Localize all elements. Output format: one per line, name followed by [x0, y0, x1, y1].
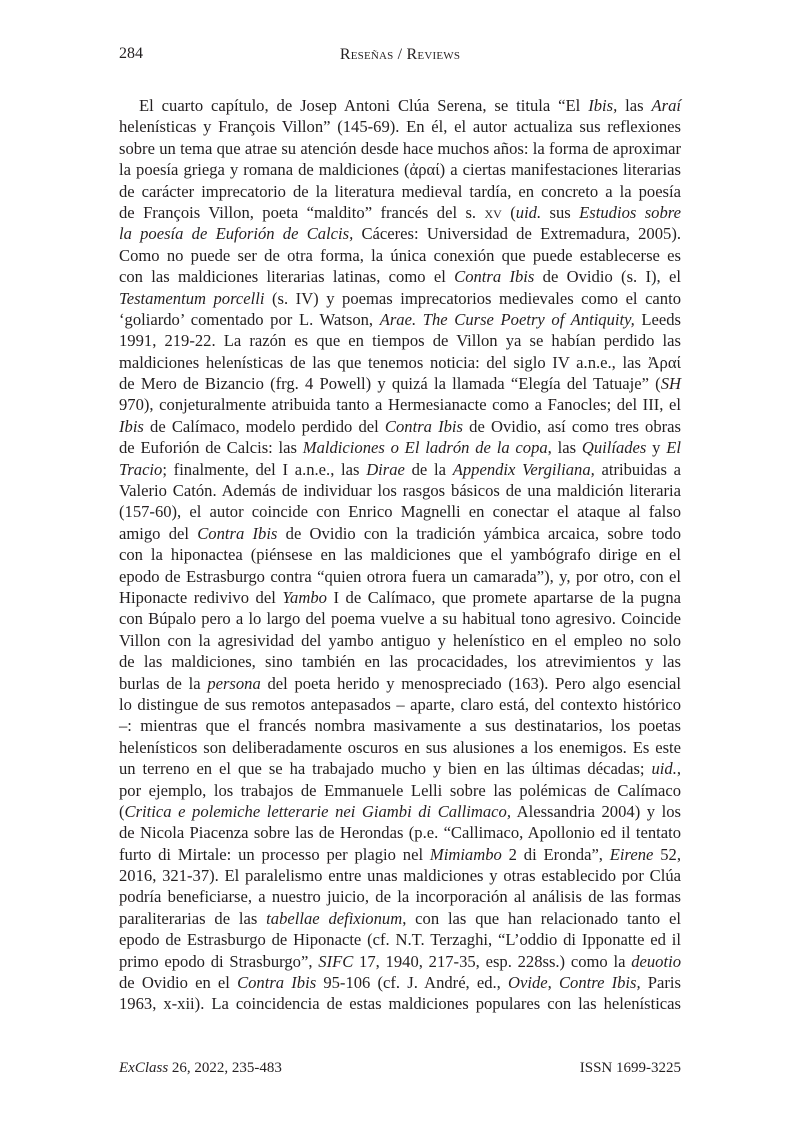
text-run: de Ovidio, así como tres obras	[463, 416, 681, 436]
text-run: por ejemplo, los trabajos de Emmanuele Lelli sobre las polémicas de Calímaco	[119, 780, 681, 800]
journal-volume: 26, 2022, 235-483	[168, 1060, 282, 1076]
text-line	[119, 801, 681, 822]
text-line	[119, 673, 681, 694]
italic-text: Estudios sobre	[579, 202, 681, 222]
text-line	[119, 608, 681, 629]
text-line	[119, 95, 681, 116]
text-run: 1991, 219-22. La razón es que en tiempos de Villon ya se habían perdido las	[119, 331, 681, 351]
text-line	[119, 822, 681, 843]
text-run: 52,	[653, 844, 682, 864]
italic-text: SIFC	[318, 951, 354, 971]
italic-text: Appendix Vergiliana,	[452, 459, 595, 479]
text-line	[119, 437, 681, 458]
text-run: El cuarto capítulo, de Josep Antoni Clúa Serena, se titula “El	[139, 96, 589, 115]
text-run: de François Villon, poeta “maldito” francés del s.	[119, 202, 485, 222]
italic-text: Dirae	[366, 459, 405, 479]
text-run: maldiciones helenísticas de las que tenemos noticia: del siglo IV a.n.e., las Ἀραί	[119, 352, 681, 372]
italic-text: Mimiambo	[429, 844, 502, 864]
text-line	[119, 523, 681, 544]
italic-text: persona	[207, 673, 261, 693]
journal-name: ExClass	[119, 1060, 169, 1076]
text-run: atribuidas a	[594, 459, 682, 479]
text-run: amigo del	[119, 523, 198, 543]
text-run: helenísticas y François Villon” (145-69). En él, el autor actualiza sus reflexiones	[119, 117, 681, 137]
text-run: sobre un tema que atrae su atención desde hace muchos años: la forma de aproximar	[119, 138, 681, 158]
text-line	[119, 758, 681, 779]
text-run: la poesía griega y romana de maldiciones (ἀραί) a ciertas manifestaciones literarias	[119, 160, 681, 180]
text-line	[119, 929, 681, 950]
text-line	[119, 630, 681, 651]
text-line	[119, 544, 681, 565]
text-line	[119, 459, 681, 480]
text-run: lo distingue de sus remotos antepasados – aparte, claro está, del contexto histórico	[119, 694, 681, 714]
italic-text: tabellae defixionum	[266, 908, 403, 928]
italic-text: Ibis	[119, 416, 144, 436]
text-run: 95-106 (cf. J. André, ed.,	[316, 973, 508, 993]
text-line	[119, 416, 681, 437]
text-run: Valerio Catón. Además de individuar los rasgos básicos de una maldición literaria	[119, 481, 681, 501]
text-line	[119, 737, 681, 758]
running-title: Reseñas / Reviews	[339, 46, 461, 63]
text-run: de Mero de Bizancio (frg. 4 Powell) y quizá la llamada “Elegía del Tatuaje” (	[119, 374, 661, 394]
text-run: (	[501, 202, 516, 222]
text-run: Paris	[640, 973, 681, 993]
text-run: burlas de la	[119, 673, 208, 693]
italic-text: Arae. The Curse Poetry of Antiquity,	[379, 309, 635, 329]
issn: ISSN 1699-3225	[579, 1060, 681, 1076]
italic-text: SH	[660, 374, 681, 394]
italic-text: Eirene	[609, 844, 654, 864]
text-run: y	[646, 438, 667, 458]
italic-text: Maldiciones o El ladrón de la copa	[302, 438, 548, 458]
text-run: un terreno en el que se ha trabajado mucho y bien en las últimas décadas;	[119, 759, 652, 779]
text-run: las	[617, 96, 652, 115]
text-line	[119, 181, 681, 202]
text-run: I de Calímaco, que promete apartarse de la pugna	[326, 587, 681, 607]
italic-text: Critica e polemiche letterarie nei Giambi di Callimaco,	[124, 801, 511, 821]
text-run: primo epodo di Strasburgo”,	[119, 951, 319, 971]
text-run: Leeds	[634, 309, 681, 329]
text-run: del poeta herido y menospreciado (163). Pero algo esencial	[260, 673, 681, 693]
page-number: 284	[119, 45, 143, 62]
text-line	[119, 501, 681, 522]
text-line	[119, 715, 681, 736]
text-run: (157-60), el autor coincide con Enrico Magnelli en conectar el ataque al falso	[119, 502, 681, 522]
text-line	[119, 972, 681, 993]
text-run: epodo de Estrasburgo contra “quien otrora fuera un camarada”), y, por otro, con el	[119, 566, 681, 586]
italic-text: Quilíades	[581, 438, 647, 458]
text-line	[119, 159, 681, 180]
text-line	[119, 694, 681, 715]
text-line	[119, 288, 681, 309]
italic-text: Tracio	[119, 459, 163, 479]
italic-text: deuotio	[631, 951, 681, 971]
text-line	[119, 951, 681, 972]
text-run: Villon con la agresividad del yambo antiguo y helenístico en el empleo no solo	[119, 630, 681, 650]
text-run: (	[119, 801, 125, 821]
text-line	[119, 480, 681, 501]
italic-text: Ovide	[508, 973, 548, 993]
text-run: de Euforión de Calcis: las	[119, 438, 303, 458]
text-run: helenísticos son deliberadamente oscuros en sus alusiones a los enemigos. Es este	[119, 737, 681, 757]
text-line	[119, 352, 681, 373]
text-run: 2 di Eronda”,	[501, 844, 610, 864]
italic-text: uid.	[651, 759, 677, 779]
italic-text: Yambo	[282, 587, 327, 607]
text-run: de Ovidio en el	[119, 973, 238, 993]
text-run: de carácter imprecatorio de la literatura medieval tardía, en concreto a la poesía	[119, 181, 681, 201]
text-run: , con las que han relacionado tanto el	[402, 908, 681, 928]
text-run: ,	[547, 973, 559, 993]
text-line	[119, 886, 681, 907]
text-line	[119, 223, 681, 244]
text-line	[119, 330, 681, 351]
text-run: ; finalmente, del I a.n.e., las	[162, 459, 367, 479]
text-run: de Nicola Piacenza sobre las de Herondas (p.e. “Callimaco, Apollonio ed il tentato	[119, 823, 681, 843]
text-run: podría beneficiarse, a nuestro juicio, de la incorporación al análisis de las formas	[119, 887, 681, 907]
text-line	[119, 908, 681, 929]
text-line	[119, 245, 681, 266]
text-run: ‘goliardo’ comentado por L. Watson,	[119, 309, 380, 329]
text-run: de la	[404, 459, 453, 479]
text-run: ,	[676, 759, 681, 779]
text-run: con Búpalo pero a lo largo del poema vuelve a su habitual tono agresivo. Coincide	[119, 609, 681, 629]
text-run: Como no puede ser de otra forma, la única conexión que puede establecerse es	[119, 245, 681, 265]
text-line	[119, 394, 681, 415]
italic-text: uid.	[515, 202, 542, 222]
text-line	[119, 587, 681, 608]
text-line	[119, 266, 681, 287]
italic-text: Contra Ibis	[384, 416, 463, 436]
text-run: Cáceres: Universidad de Extremadura, 2005).	[353, 224, 681, 244]
text-run: de Ovidio (s. I), el	[534, 267, 681, 287]
text-run: Hiponacte redivivo del	[119, 587, 283, 607]
text-run: furto di Mirtale: un processo per plagio nel	[119, 844, 430, 864]
text-run: paraliterarias de las	[119, 908, 267, 928]
text-line	[119, 309, 681, 330]
text-line	[119, 780, 681, 801]
text-run: epodo de Estrasburgo de Hiponacte (cf. N.T. Terzaghi, “L’oddio di Ipponatte ed il	[119, 930, 681, 950]
text-line	[119, 566, 681, 587]
text-line	[119, 651, 681, 672]
italic-text: Contre Ibis,	[558, 973, 641, 993]
text-run: con las maldiciones literarias latinas, como el	[119, 267, 455, 287]
italic-text: Contra Ibis	[197, 523, 278, 543]
text-run: xv	[484, 202, 502, 222]
text-run: Alessandria 2004) y los	[510, 801, 681, 821]
text-run: con la hiponactea (piénsese en las maldiciones que el yambógrafo dirige en el	[119, 545, 681, 565]
text-run: de Ovidio con la tradición yámbica arcaica, sobre todo	[277, 523, 681, 543]
italic-text: Contra Ibis	[237, 973, 317, 993]
text-line	[119, 993, 681, 1014]
text-run: –: mientras que el francés nombra masivamente a sus destinatarios, los poetas	[119, 716, 681, 736]
italic-text: Araí	[651, 96, 681, 115]
text-run: de las maldiciones, sino también en las procacidades, los atrevimientos y las	[119, 652, 681, 672]
text-line	[119, 138, 681, 159]
text-run: , las	[547, 438, 582, 458]
text-run: 17, 1940, 217-35, esp. 228ss.) como la	[353, 951, 632, 971]
text-line	[119, 844, 681, 865]
italic-text: Testamentum porcelli	[119, 288, 265, 308]
text-line	[119, 116, 681, 137]
text-run: (s. IV) y poemas imprecatorios medievales como el canto	[264, 288, 681, 308]
italic-text: la poesía de Euforión de Calcis,	[119, 224, 354, 244]
body-text	[119, 95, 681, 1015]
italic-text: Ibis,	[588, 96, 618, 115]
text-run: de Calímaco, modelo perdido del	[143, 416, 385, 436]
text-line	[119, 373, 681, 394]
text-line	[119, 202, 681, 223]
text-line	[119, 865, 681, 886]
journal-citation	[119, 1060, 282, 1077]
text-run: 970), conjeturalmente atribuida tanto a Hermesianacte como a Fanocles; del III, el	[119, 395, 681, 415]
italic-text: El	[666, 438, 682, 458]
text-run: 2016, 321-37). El paralelismo entre unas maldiciones y otras establecido por Clúa	[119, 866, 681, 886]
italic-text: Contra Ibis	[454, 267, 535, 287]
text-run: 1963, x-xii). La coincidencia de estas maldiciones populares con las helenísticas	[119, 994, 681, 1014]
text-run: sus	[541, 202, 580, 222]
